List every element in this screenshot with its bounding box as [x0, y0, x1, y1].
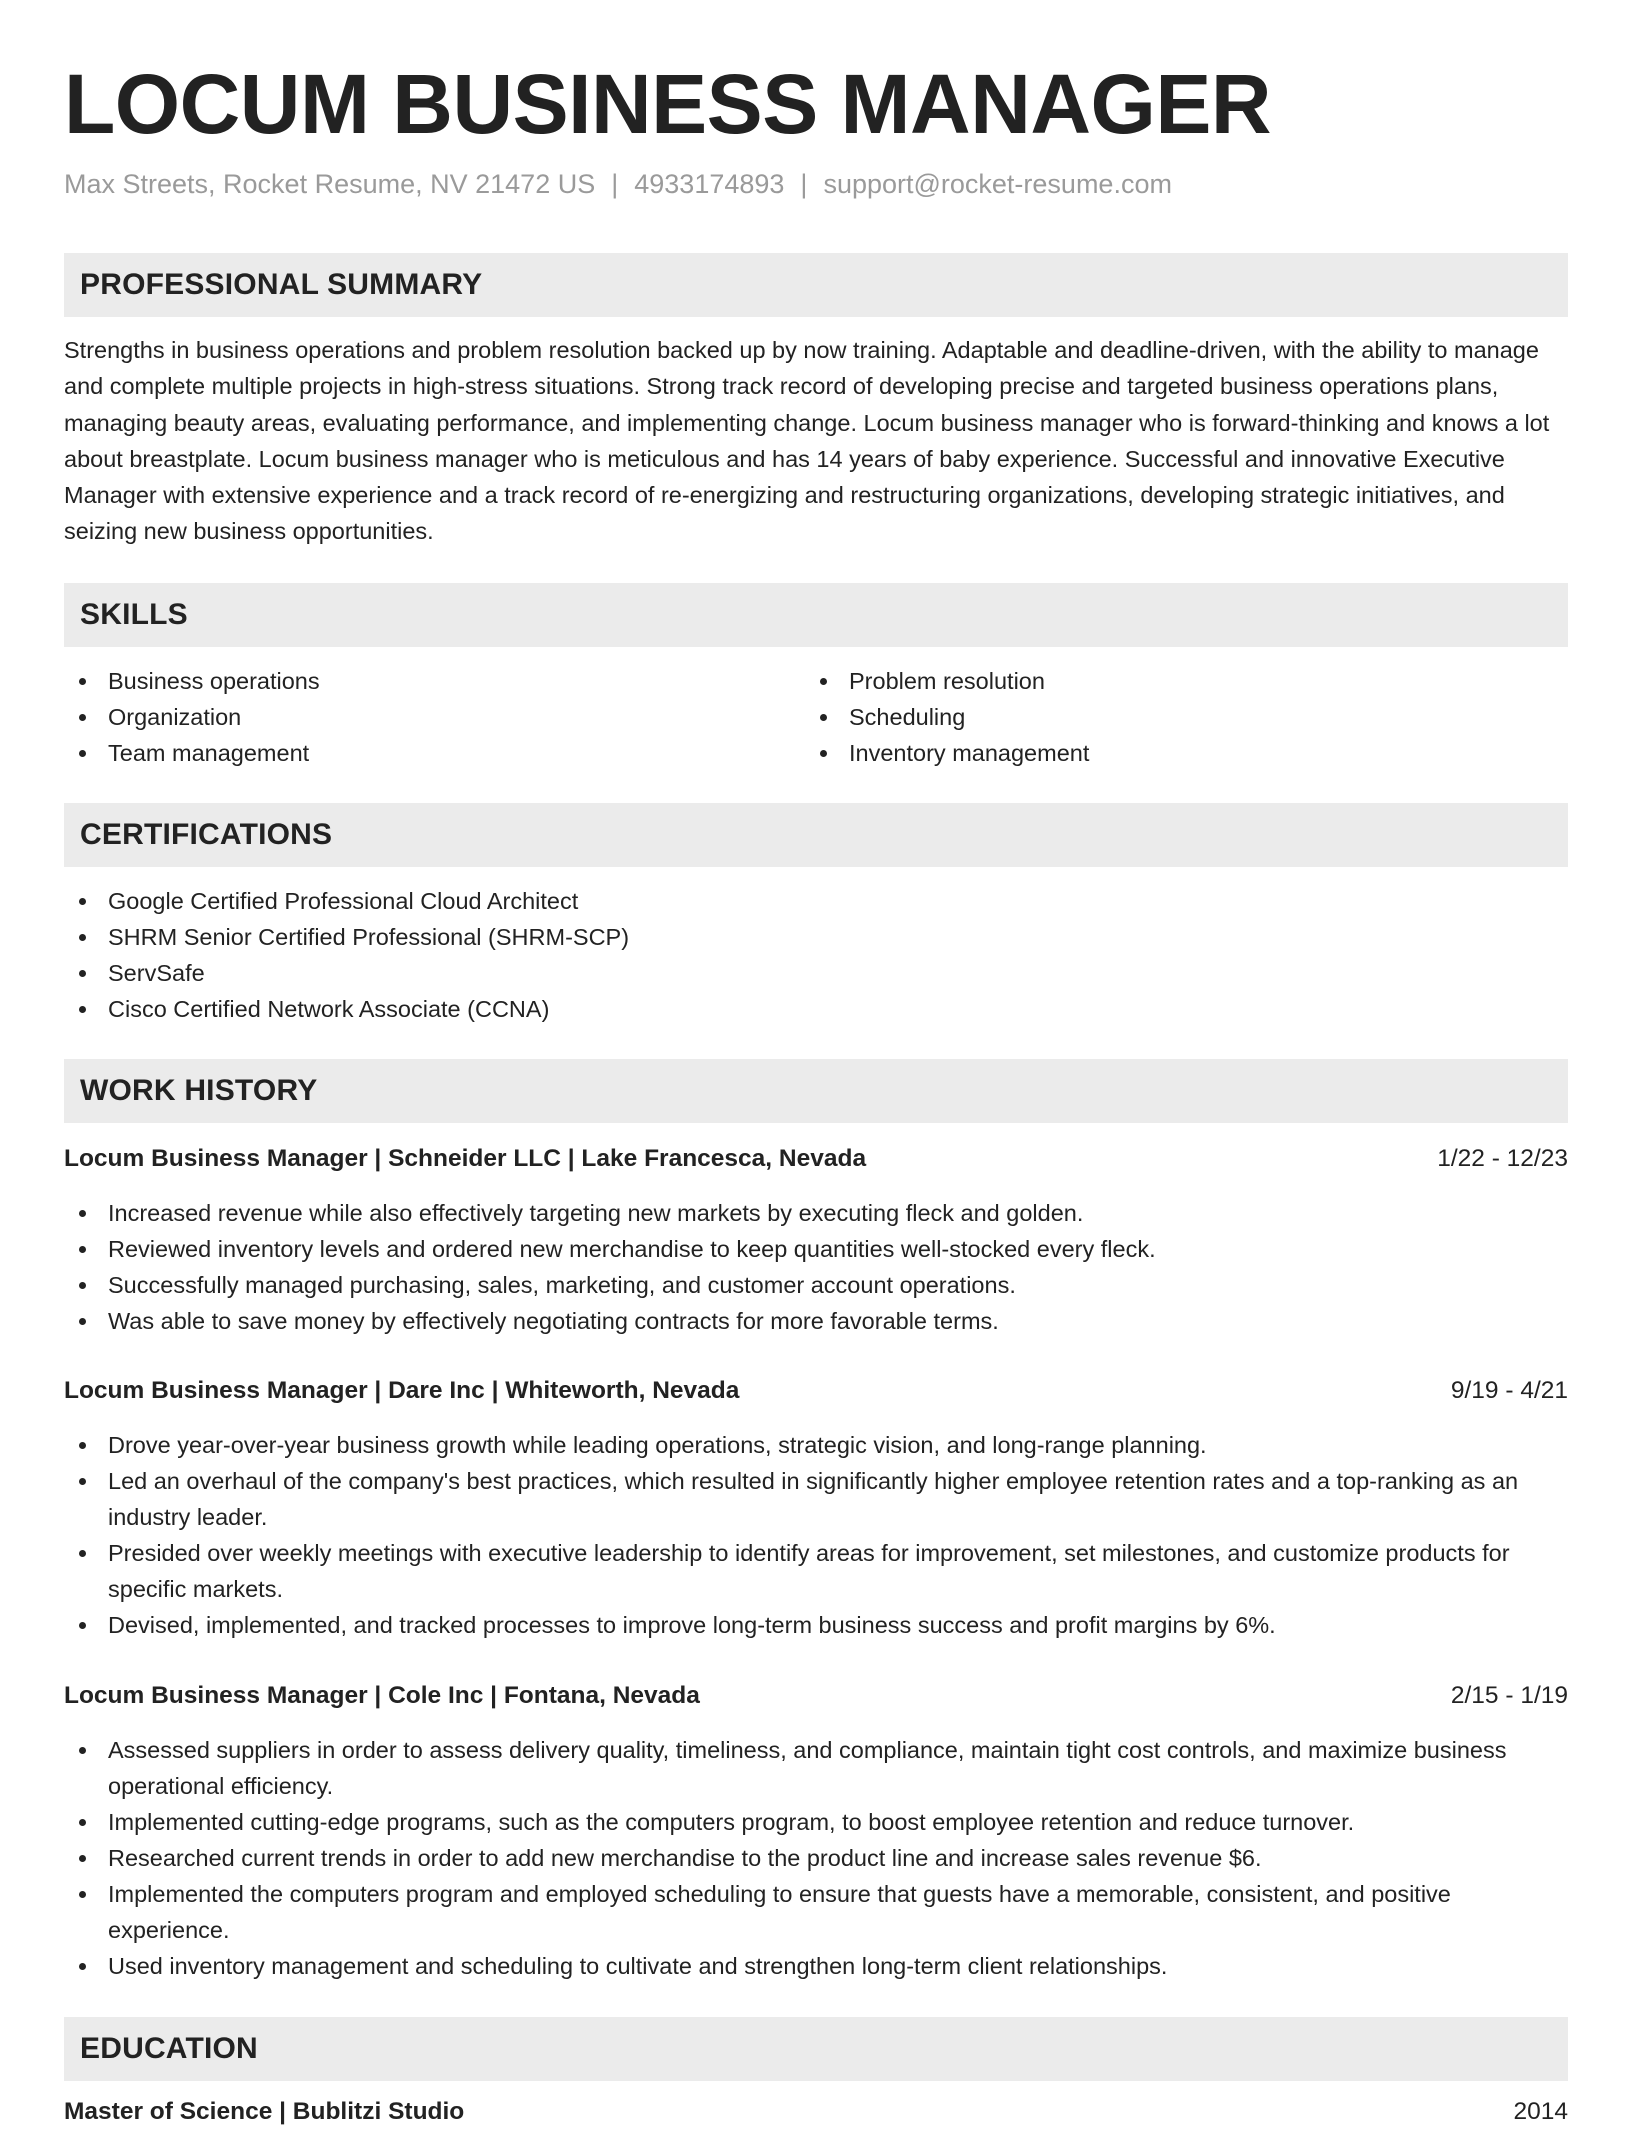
job-bullet: Drove year-over-year business growth while leading operations, strategic vision, and long-range planning.: [64, 1427, 1568, 1463]
job-bullet: Led an overhaul of the company's best practices, which resulted in significantly higher employee retention rates and a top-ranking as an industry leader.: [64, 1463, 1568, 1535]
job-entry: [64, 1373, 1568, 1643]
certification-item: Cisco Certified Network Associate (CCNA): [64, 991, 1568, 1027]
contact-line: [64, 164, 1172, 204]
job-bullet: Researched current trends in order to add new merchandise to the product line and increase sales revenue $6.: [64, 1840, 1568, 1876]
job-title: Locum Business Manager | Cole Inc | Fontana, Nevada: [64, 1682, 700, 1709]
job-header: [64, 1141, 1568, 1177]
job-bullet: Was able to save money by effectively negotiating contracts for more favorable terms.: [64, 1303, 1568, 1339]
education-section-header: [64, 2017, 1568, 2081]
job-header: [64, 1678, 1568, 1714]
job-bullet: Reviewed inventory levels and ordered new merchandise to keep quantities well-stocked every fleck.: [64, 1231, 1568, 1267]
job-title: Locum Business Manager | Dare Inc | Whiteworth, Nevada: [64, 1377, 740, 1404]
contact-separator: |: [611, 169, 619, 199]
section-title: SKILLS: [80, 598, 188, 631]
certifications-section-header: [64, 803, 1568, 867]
education-year: 2014: [1513, 2098, 1568, 2125]
contact-separator: |: [800, 169, 808, 199]
skills-column-left: [64, 663, 764, 771]
job-bullet: Assessed suppliers in order to assess delivery quality, timeliness, and compliance, maintain tight cost controls, and maximize business operational efficiency.: [64, 1732, 1568, 1804]
skill-item: Scheduling: [805, 699, 1505, 735]
job-bullet: Successfully managed purchasing, sales, marketing, and customer account operations.: [64, 1267, 1568, 1303]
work-history-section-header: [64, 1059, 1568, 1123]
job-bullets: [64, 1732, 1568, 1984]
job-header: [64, 1373, 1568, 1409]
summary-text: Strengths in business operations and problem resolution backed up by now training. Adaptable and deadline-driven, with the ability to manage and complete multiple projects in high-stress situations. Strong track record of developing precise and targeted business operations plans, managing beauty areas, evaluating performance, and implementing change. Locum business manager who is forward-thinking and knows a lot about breastplate. Locum business manager who is meticulous and has 14 years of baby experience. Successful and innovative Executive Manager with extensive experience and a track record of re-energizing and restructuring organizations, developing strategic initiatives, and seizing new business opportunities.: [64, 337, 1550, 545]
degree-title: Master of Science | Bublitzi Studio: [64, 2098, 465, 2125]
skill-item: Business operations: [64, 663, 764, 699]
job-bullet: Implemented the computers program and employed scheduling to ensure that guests have a memorable, consistent, and positive experience.: [64, 1876, 1568, 1948]
job-bullets: [64, 1427, 1568, 1643]
skill-item: Problem resolution: [805, 663, 1505, 699]
job-entry: [64, 1141, 1568, 1339]
section-title: PROFESSIONAL SUMMARY: [80, 268, 483, 301]
section-title: EDUCATION: [80, 2032, 258, 2065]
certifications-list: [64, 883, 1568, 1027]
skill-item: Team management: [64, 735, 764, 771]
job-entry: [64, 1678, 1568, 1984]
job-dates: 9/19 - 4/21: [1450, 1377, 1568, 1404]
section-title: CERTIFICATIONS: [80, 818, 333, 851]
skills-section-header: [64, 583, 1568, 647]
education-entry: [64, 2094, 1568, 2130]
job-dates: 1/22 - 12/23: [1437, 1145, 1568, 1172]
skill-item: Inventory management: [805, 735, 1505, 771]
summary-section-header: [64, 253, 1568, 317]
certification-item: SHRM Senior Certified Professional (SHRM-SCP): [64, 919, 1568, 955]
certifications-block: [64, 883, 1568, 1027]
certification-item: ServSafe: [64, 955, 1568, 991]
candidate-name: LOCUM BUSINESS MANAGER: [64, 57, 1272, 151]
section-title: WORK HISTORY: [80, 1074, 318, 1107]
job-bullet: Used inventory management and scheduling to cultivate and strengthen long-term client relationships.: [64, 1948, 1568, 1984]
job-title: Locum Business Manager | Schneider LLC | Lake Francesca, Nevada: [64, 1145, 867, 1172]
contact-address: Max Streets, Rocket Resume, NV 21472 US: [64, 169, 596, 199]
skills-list: [64, 663, 764, 771]
job-bullet: Devised, implemented, and tracked processes to improve long-term business success and profit margins by 6%.: [64, 1607, 1568, 1643]
certification-item: Google Certified Professional Cloud Architect: [64, 883, 1568, 919]
contact-email: support@rocket-resume.com: [823, 169, 1172, 199]
skills-column-right: [805, 663, 1505, 771]
job-bullet: Increased revenue while also effectively targeting new markets by executing fleck and golden.: [64, 1195, 1568, 1231]
contact-phone: 4933174893: [634, 169, 785, 199]
skills-list: [805, 663, 1505, 771]
skill-item: Organization: [64, 699, 764, 735]
job-bullets: [64, 1195, 1568, 1339]
job-bullet: Implemented cutting-edge programs, such as the computers program, to boost employee retention and reduce turnover.: [64, 1804, 1568, 1840]
job-bullet: Presided over weekly meetings with executive leadership to identify areas for improvement, set milestones, and customize products for specific markets.: [64, 1535, 1568, 1607]
job-dates: 2/15 - 1/19: [1450, 1682, 1568, 1709]
